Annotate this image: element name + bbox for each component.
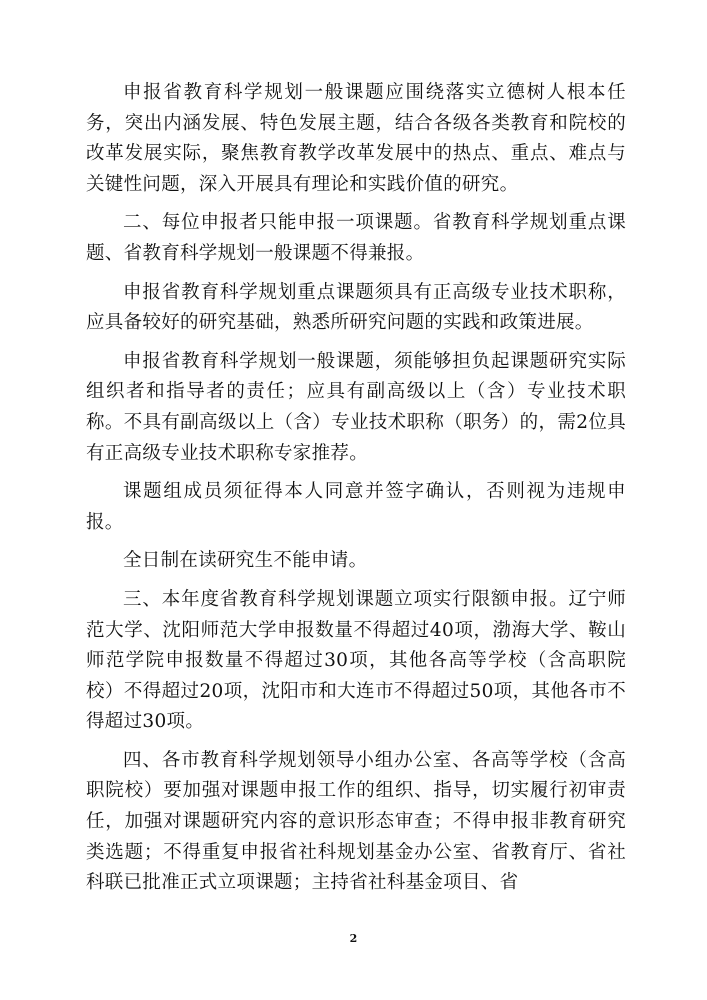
paragraph-section-four-review: 四、各市教育科学规划领导小组办公室、各高等学校（含高职院校）要加强对课题申报工作的组织、指导，切实履行初审责任，加强对课题研究内容的意识形态审查；不得申报非教育研究类选题；不得重复申报省社科规划基金办公室、省教育厅、省社科联已批准正式立项课题；主持省社科基金项目、省 bbox=[86, 749, 626, 894]
paragraph-graduate-students: 全日制在读研究生不能申请。 bbox=[123, 550, 368, 572]
paragraph-key-topic-requirements: 申报省教育科学规划重点课题须具有正高级专业技术职称，应具备较好的研究基础，熟悉所研究问题的实践和政策进展。 bbox=[86, 281, 626, 334]
paragraph-section-three-quotas: 三、本年度省教育科学规划课题立项实行限额申报。辽宁师范大学、沈阳师范大学申报数量不得超过40项，渤海大学、鞍山师范学院申报数量不得超过30项，其他各高等学校（含高职院校）不得超过20项，沈阳市和大连市不得超过50项，其他各市不得超过30项。 bbox=[86, 588, 626, 733]
paragraph-general-topic-requirements: 申报省教育科学规划一般课题，须能够担负起课题研究实际组织者和指导者的责任；应具有副高级以上（含）专业技术职称。不具有副高级以上（含）专业技术职称（职务）的，需2位具有正高级专业技术职称专家推荐。 bbox=[86, 350, 626, 464]
paragraph-member-consent: 课题组成员须征得本人同意并签字确认，否则视为违规申报。 bbox=[86, 481, 626, 533]
paragraph-section-two-one-project: 二、每位申报者只能申报一项课题。省教育科学规划重点课题、省教育科学规划一般课题不得兼报。 bbox=[86, 212, 626, 264]
paragraph-general-topic-scope: 申报省教育科学规划一般课题应围绕落实立德树人根本任务，突出内涵发展、特色发展主题，结合各级各类教育和院校的改革发展实际，聚焦教育教学改革发展中的热点、重点、难点与关键性问题，深入开展具有理论和实践价值的研究。 bbox=[86, 82, 626, 195]
page-number: 2 bbox=[349, 932, 358, 945]
document-body bbox=[86, 78, 626, 907]
